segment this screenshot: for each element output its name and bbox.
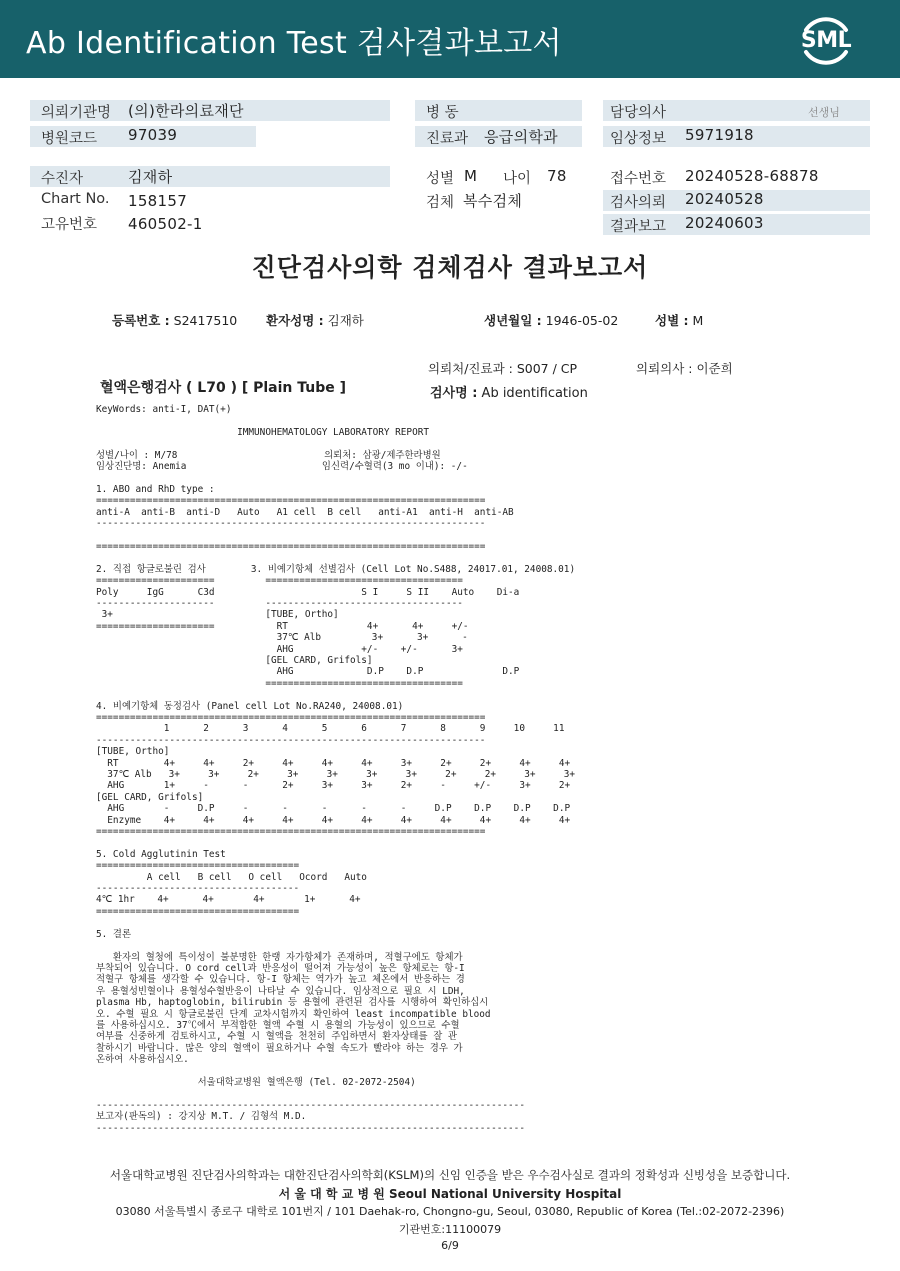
sex-value: M bbox=[464, 167, 478, 185]
ward-label: 병 동 bbox=[426, 105, 459, 121]
report-date-label: 결과보고 bbox=[610, 219, 667, 235]
footer-page-number: 6/9 bbox=[441, 1239, 459, 1252]
org-value: (의)한라의료재단 bbox=[128, 102, 244, 120]
footer-hospital-name: 서 울 대 학 교 병 원 Seoul National University Hospital bbox=[278, 1187, 622, 1201]
logo-text: SML bbox=[800, 28, 852, 53]
chart-value: 158157 bbox=[128, 192, 188, 210]
hosp-code-label: 병원코드 bbox=[41, 131, 98, 147]
test-name-label: 검사명 : bbox=[430, 386, 478, 401]
org-label: 의뢰기관명 bbox=[41, 105, 112, 121]
birth-date bbox=[484, 311, 618, 329]
request-label: 검사의뢰 bbox=[610, 195, 667, 211]
hosp-code-value: 97039 bbox=[128, 126, 178, 144]
reg-number-label: 등록번호 : bbox=[112, 313, 170, 328]
document-sex-value: M bbox=[692, 313, 704, 328]
patient-name-label: 환자성명 : bbox=[266, 313, 324, 328]
footer-certification: 서울대학교병원 진단검사의학과는 대한진단검사의학회(KSLM)의 신임 인증을 받은 우수검사실로 결과의 정확성과 신빙성을 보증합니다. bbox=[109, 1168, 791, 1182]
uid-value: 460502-1 bbox=[128, 215, 203, 233]
sml-logo bbox=[796, 12, 856, 68]
recipient-field-bar bbox=[30, 166, 390, 187]
referring-doctor: 의뢰의사 : 이준희 bbox=[636, 361, 733, 376]
footer-address: 03080 서울특별시 종로구 대학로 101번지 / 101 Daehak-ro, Chongno-gu, Seoul, 03080, Republic of Korea (Tel.:02-2072-2396) bbox=[115, 1205, 785, 1218]
birth-date-label: 생년월일 : bbox=[484, 313, 542, 328]
reg-number-value: S2417510 bbox=[173, 313, 238, 328]
specimen-value: 복수검체 bbox=[463, 192, 523, 210]
clinical-value: 5971918 bbox=[685, 126, 754, 144]
recipient-label: 수진자 bbox=[41, 171, 84, 187]
uid-label: 고유번호 bbox=[41, 217, 98, 233]
patient-name bbox=[266, 311, 364, 329]
clinical-label: 임상정보 bbox=[610, 131, 667, 147]
age-value: 78 bbox=[547, 167, 567, 185]
test-name-value: Ab identification bbox=[481, 386, 588, 401]
recipient-value: 김재하 bbox=[128, 168, 173, 186]
report-header-title: Ab Identification Test 검사결과보고서 bbox=[26, 26, 562, 61]
footer-institution-number: 기관번호:11100079 bbox=[398, 1223, 502, 1236]
age-label: 나이 bbox=[503, 171, 532, 187]
doctor-label: 담당의사 bbox=[610, 105, 667, 121]
referral-dept: 의뢰처/진료과 : S007 / CP bbox=[428, 361, 578, 376]
patient-name-value: 김재하 bbox=[327, 313, 364, 328]
document-sex-label: 성별 : bbox=[655, 313, 689, 328]
test-section-title: 혈액은행검사 ( L70 ) [ Plain Tube ] bbox=[100, 380, 347, 396]
birth-date-value: 1946-05-02 bbox=[545, 313, 619, 328]
report-date-value: 20240603 bbox=[685, 214, 764, 232]
reg-number bbox=[112, 311, 237, 329]
specimen-label: 검체 bbox=[426, 195, 455, 211]
receipt-label: 접수번호 bbox=[610, 171, 667, 187]
lab-report-text: KeyWords: anti-I, DAT(+) IMMUNOHEMATOLOGY LABORATORY REPORT 성별/나이 : M/78 의뢰처: 삼광/제주한라병원 임상진단명: Anemia 임신력/수혈력(3 mo 이내): -/- 1. ABO and RhD type : ===================================================================== anti-A anti-B anti-D Auto A1 cell B cell anti-A1 anti-H anti-AB --------------------------------------------------------------------- ===================================================================== 2. 직접 항글로불린 검사 3. 비예기항체 선별검사 (Cell Lot No.S488, 24017.01, 24008.01) ===================== =================================== Poly IgG C3d S I S II Auto Di-a --------------------- ----------------------------------- 3+ [TUBE, Ortho] ===================== RT 4+ 4+ +/- 37℃ Alb 3+ 3+ - AHG +/- +/- 3+ [GEL CARD, Grifols] AHG D.P D.P D.P =================================== 4. 비예기항체 동정검사 (Panel cell Lot No.RA240, 24008.01) ===================================================================== 1 2 3 4 5 6 7 8 9 10 11 --------------------------------------------------------------------- [TUBE, Ortho] RT 4+ 4+ 2+ 4+ 4+ 4+ 3+ 2+ 2+ 4+ 4+ 37℃ Alb 3+ 3+ 2+ 3+ 3+ 3+ 3+ 2+ 2+ 3+ 3+ AHG 1+ - - 2+ 3+ 3+ 2+ - +/- 3+ 2+ [GEL CARD, Grifols] AHG - D.P - - - - - D.P D.P D.P D.P Enzyme 4+ 4+ 4+ 4+ 4+ 4+ 4+ 4+ 4+ 4+ 4+ ===================================================================== 5. Cold Agglutinin Test ==================================== A cell B cell O cell Ocord Auto ------------------------------------ 4℃ 1hr 4+ 4+ 4+ 1+ 4+ ==================================== 5. 결론 환자의 혈청에 특이성이 불분명한 한랭 자가항체가 존재하며, 적혈구에도 항체가 부착되어 있습니다. O cord cell과 반응성이 떨어져 가능성이 높은 항체로는 항-I 적혈구 항체를 생각할 수 있습니다. 항-I 항체는 역가가 높고 체온에서 반응하는 경 우 용혈성빈혈이나 용혈성수혈반응이 나타날 수 있습니다. 임상적으로 필요 시 LDH, plasma Hb, haptoglobin, bilirubin 등 용혈에 관련된 검사를 시행하여 확인하십시 오. 수혈 필요 시 항글로불린 단계 교차시험까지 확인하여 least incompatible blood 를 사용하십시오. 37℃에서 부적합한 혈액 수혈 시 용혈의 가능성이 있으므로 수혈 여부를 신중하게 검토하시고, 수혈 시 혈액을 천천히 주입하면서 환자상태를 잘 관 찰하시기 바랍니다. 많은 양의 혈액이 필요하거나 수혈 속도가 빨라야 하는 경우 가 온하여 사용하십시오. 서울대학교병원 혈액은행 (Tel. 02-2072-2504) ---------------------------------------------------------------------------- 보고자(판독의) : 강지상 M.T. / 김형석 M.D. ---------------------------------------------------------------------------- bbox=[96, 404, 576, 1134]
chart-label: Chart No. bbox=[41, 191, 110, 207]
dept-value: 응급의학과 bbox=[484, 128, 558, 146]
report-header-bar bbox=[0, 0, 900, 78]
document-sex bbox=[655, 311, 703, 329]
request-value: 20240528 bbox=[685, 190, 764, 208]
dept-label: 진료과 bbox=[426, 131, 469, 147]
document-title: 진단검사의학 검체검사 결과보고서 bbox=[251, 253, 649, 282]
receipt-value: 20240528-68878 bbox=[685, 167, 819, 185]
test-name bbox=[430, 382, 588, 401]
sex-label: 성별 bbox=[426, 171, 455, 187]
doctor-suffix: 선생님 bbox=[808, 106, 840, 119]
